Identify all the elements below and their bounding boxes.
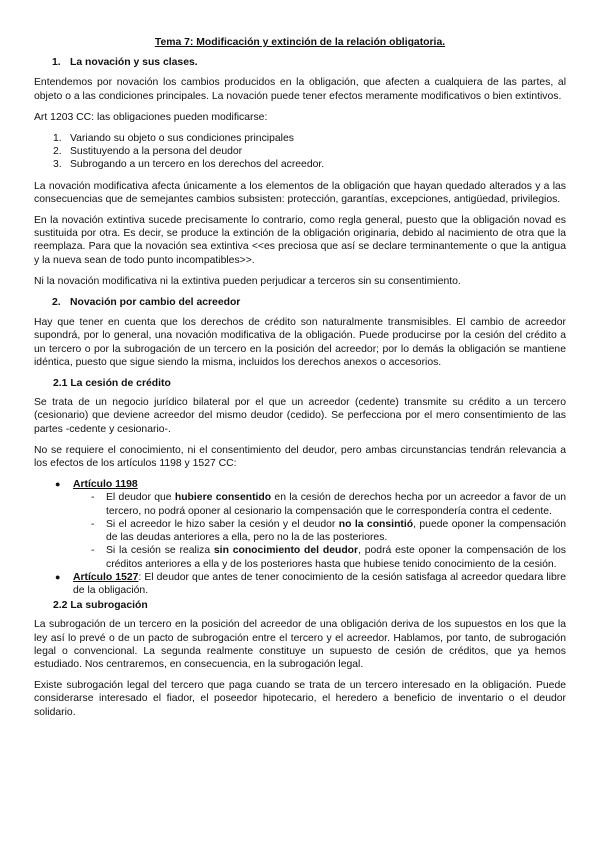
dash-icon: - xyxy=(91,492,95,504)
article-1198-item xyxy=(34,478,566,491)
paragraph: La subrogación de un tercero en la posición del acreedor de una obligación deriva de los supuestos en los que la ley así lo prevé o de un pacto de subrogación entre el tercero y el acreedor. Hablamos, por tanto, de subrogación legal o convencional. La segunda realmente constituye un supuesto de cesión de créditos, que ya hemos estudiado. Nos centraremos, en consecuencia, en la subrogación legal. xyxy=(34,619,566,670)
article-text: : El deudor que antes de tener conocimiento de la cesión satisfaga al acreedor quedara libre de la obligación. xyxy=(73,571,566,596)
section-heading-text: La novación y sus clases. xyxy=(70,57,198,69)
paragraph: Art 1203 CC: las obligaciones pueden modificarse: xyxy=(34,111,268,123)
dash-text: en la cesión de derechos hecha por un acreedor a favor de un tercero, no podrá oponer al cesionario la compensación que le correspondería contra el cedente. xyxy=(106,492,566,517)
paragraph: La novación modificativa afecta únicamente a los elementos de la obligación que hayan quedado alterados y a las consecuencias que de semejantes cambios subsisten: protección, garantías, excepciones, antigüedad, privilegios. xyxy=(34,180,566,205)
list-number: 2. xyxy=(53,146,62,158)
paragraph: Se trata de un negocio jurídico bilateral por el que un acreedor (cedente) transmite su crédito a un tercero (cesionario) que deviene acreedor del mismo deudor (cedido). Se perfecciona por el mero consentimiento de las partes -cedente y cesionario-. xyxy=(34,397,566,435)
dash-text: Si la cesión se realiza xyxy=(106,545,214,557)
subsection-heading: 2.1 La cesión de crédito xyxy=(53,378,171,390)
dash-text: El deudor que xyxy=(106,492,175,504)
document-page xyxy=(34,36,566,727)
paragraph: En la novación extintiva sucede precisamente lo contrario, como regla general, puesto que la obligación novad es sustituida por otra. Es decir, se produce la extinción de la obligación originaria, debido al nacimiento de otra que la reemplaza. Para que la novación sea extintiva <<es preciosa que así se declare terminantemente o que la antigua y la nueva sean de todo punto incompatibles>>. xyxy=(34,215,566,266)
dash-text: , puede oponer la compensación de las deudas anteriores a ella, pero no la de las posteriores. xyxy=(106,518,566,544)
list-item xyxy=(34,145,566,158)
dash-text: , podrá este oponer la compensación de los créditos anteriores a ella y de los posteriores hasta que hubiese tenido conocimiento de la cesión. xyxy=(106,545,566,570)
list-number: 3. xyxy=(53,159,62,171)
article-label: Artículo 1527 xyxy=(73,571,139,583)
dash-icon: - xyxy=(91,545,95,557)
list-number: 1. xyxy=(53,133,62,145)
list-item xyxy=(34,132,566,145)
dash-item xyxy=(34,544,566,570)
list-text: Variando su objeto o sus condiciones principales xyxy=(70,133,294,145)
section-heading-1 xyxy=(34,56,566,69)
section-number: 2. xyxy=(52,297,61,309)
article-label: Artículo 1198 xyxy=(73,479,138,491)
dash-item xyxy=(34,518,566,544)
section-heading-text: Novación por cambio del acreedor xyxy=(70,297,241,309)
dash-text: Si el acreedor le hizo saber la cesión y el deudor xyxy=(106,518,339,530)
paragraph: Existe subrogación legal del tercero que paga cuando se trata de un tercero interesado en la obligación. Puede considerarse interesado el fiador, el poseedor hipotecario, el heredero a beneficio de inventario o el deudor solidario. xyxy=(34,680,566,718)
list-text: Subrogando a un tercero en los derechos del acreedor. xyxy=(70,159,325,171)
list-item xyxy=(34,158,566,171)
page-title: Tema 7: Modificación y extinción de la relación obligatoria. xyxy=(154,37,446,48)
dash-emphasis: hubiere consentido xyxy=(174,492,272,504)
numbered-list xyxy=(34,132,566,172)
dash-emphasis: no la consintió xyxy=(338,518,414,530)
dash-item xyxy=(34,491,566,517)
section-number: 1. xyxy=(52,57,61,69)
paragraph: Hay que tener en cuenta que los derechos de crédito son naturalmente transmisibles. El cambio de acreedor supondrá, por lo general, una novación modificativa de la obligación. Puede producirse por la cesión del crédito a un tercero o por la subrogación de un tercero en la posición del acreedor; por lo demás la obligación se mantiene idéntica, puesto que sigue siendo la misma, incluidos los derechos anexos o accesorios. xyxy=(34,317,566,368)
dash-icon: - xyxy=(91,518,95,530)
paragraph: Ni la novación modificativa ni la extintiva pueden perjudicar a terceros sin su consentimiento. xyxy=(34,275,461,287)
dash-emphasis: sin conocimiento del deudor xyxy=(213,545,359,557)
bullet-icon: ● xyxy=(55,479,61,490)
paragraph: No se requiere el conocimiento, ni el consentimiento del deudor, pero ambas circunstancias tendrán relevancia a los efectos de los artículos 1198 y 1527 CC: xyxy=(34,444,566,470)
section-heading-2 xyxy=(34,296,566,309)
subsection-heading: 2.2 La subrogación xyxy=(53,600,148,612)
article-1527-item xyxy=(34,571,566,597)
paragraph: Entendemos por novación los cambios producidos en la obligación, que afecten a cualquiera de las partes, al objeto o a las condiciones principales. La novación puede tener efectos meramente modificativos o bien extintivos. xyxy=(34,77,566,102)
bullet-icon: ● xyxy=(55,571,61,582)
list-text: Sustituyendo a la persona del deudor xyxy=(70,146,243,158)
